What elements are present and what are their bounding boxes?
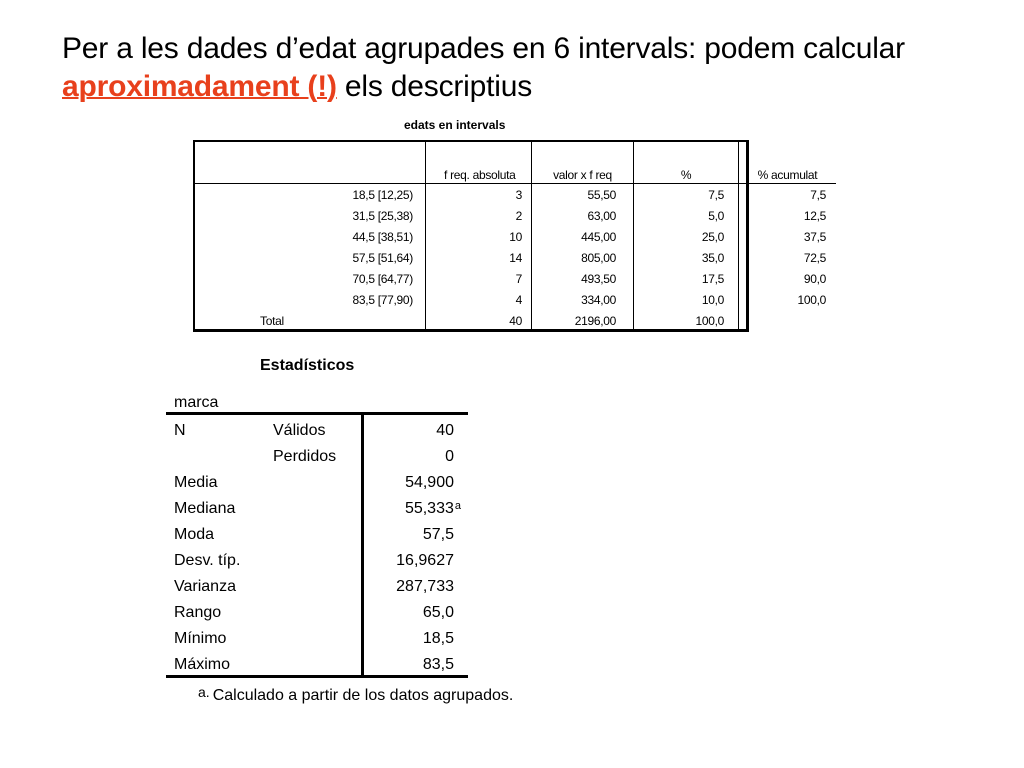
stats-value-text: 57,5 [422,526,454,543]
row-label: 70,5 [64,77) [352,271,413,286]
stats-label: Mediana [174,500,236,517]
stats-row [166,522,468,548]
table-cell: 72,5 [739,247,837,268]
table-cell: 25,0 [634,226,739,247]
table-cell: 7 [426,268,532,289]
stats-value [396,548,454,574]
table-cell: 4 [426,289,532,310]
table-cell: 100,0 [634,310,739,331]
stats-label: Mínimo [174,630,227,647]
table-cell: 445,00 [532,226,634,247]
stats-value-text: 40 [436,422,454,439]
stats-value-text: 65,0 [422,604,454,621]
title-text-end: els descriptius [336,70,532,103]
stats-label: Media [174,474,218,491]
stats-value [423,600,454,626]
footnote-reference: a [454,500,461,512]
stats-sublabel: Perdidos [273,448,337,465]
table-cell: 805,00 [532,247,634,268]
table-cell: 3 [426,184,532,206]
stats-label: N [174,422,186,439]
stats-row [166,496,468,522]
stats-value [396,574,454,600]
table-cell: 63,00 [532,205,634,226]
stats-value-text: 287,733 [396,578,454,595]
table-cell: 7,5 [739,184,837,206]
footnote-marker: a. [198,684,210,700]
table-cell: 14 [426,247,532,268]
column-header: valor x f req [532,140,634,184]
frequency-table [193,140,836,331]
freq-table-title: edats en intervals [404,118,506,132]
stats-value [436,418,454,444]
stats-row [166,418,468,444]
row-label: 31,5 [25,38) [352,208,413,223]
stats-label: Desv. típ. [174,552,241,569]
table-cell: 55,50 [532,184,634,206]
stats-value [405,496,461,523]
table-cell: 2 [426,205,532,226]
row-label: 18,5 [12,25) [352,187,413,202]
stats-label: Rango [174,604,222,621]
stats-row [166,470,468,496]
stats-value-text: 55,333 [404,500,454,517]
footnote [198,684,514,705]
stats-row [166,444,468,470]
row-label: 57,5 [51,64) [352,250,413,265]
stats-table-title: Estadísticos [260,357,355,374]
column-header: f req. absoluta [426,140,532,184]
freq-table-header-row [193,140,836,184]
stats-value [423,652,454,678]
title-text-start: Per a les dades d’edat agrupades en 6 intervals: podem calcular [62,32,905,65]
table-row [193,289,836,310]
stats-label: Moda [174,526,215,543]
table-row [193,268,836,289]
column-header: % acumulat [739,140,837,184]
total-row [193,310,836,331]
table-cell: 10 [426,226,532,247]
table-cell: 2196,00 [532,310,634,331]
table-row [193,205,836,226]
stats-label: Varianza [174,578,236,595]
table-cell: 10,0 [634,289,739,310]
table-cell [739,310,837,331]
footnote-text: Calculado a partir de los datos agrupados. [212,687,514,704]
table-cell: 17,5 [634,268,739,289]
stats-row [166,652,468,678]
stats-value [405,470,454,496]
table-cell: 493,50 [532,268,634,289]
stats-label: Máximo [174,656,231,673]
table-row [193,247,836,268]
stats-value-text: 16,9627 [396,552,454,569]
table-row [193,226,836,247]
stats-row [166,548,468,574]
stats-value [423,522,454,548]
table-cell: 90,0 [739,268,837,289]
table-row [193,184,836,206]
stats-value-text: 18,5 [422,630,454,647]
stats-sublabel: Válidos [273,422,326,439]
stats-row [166,600,468,626]
stats-row [166,574,468,600]
stats-value [423,626,454,652]
table-cell: 12,5 [739,205,837,226]
statistics-table [166,412,468,678]
row-label: 44,5 [38,51) [352,229,413,244]
table-cell: 334,00 [532,289,634,310]
table-cell: 5,0 [634,205,739,226]
stats-value-text: 54,900 [405,474,454,491]
table-cell: 100,0 [739,289,837,310]
stats-row [166,626,468,652]
column-header: % [634,140,739,184]
stats-value-text: 83,5 [422,656,454,673]
stats-variable-name: marca [174,394,219,411]
slide-title [62,30,1002,106]
row-label: Total [260,313,284,328]
stats-value-text: 0 [445,448,454,465]
table-cell: 37,5 [739,226,837,247]
row-label: 83,5 [77,90) [352,292,413,307]
table-cell: 7,5 [634,184,739,206]
title-highlight: aproximadament (!) [62,70,337,103]
header-empty-cell [193,140,426,184]
table-cell: 40 [426,310,532,331]
table-cell: 35,0 [634,247,739,268]
stats-value [445,444,454,470]
